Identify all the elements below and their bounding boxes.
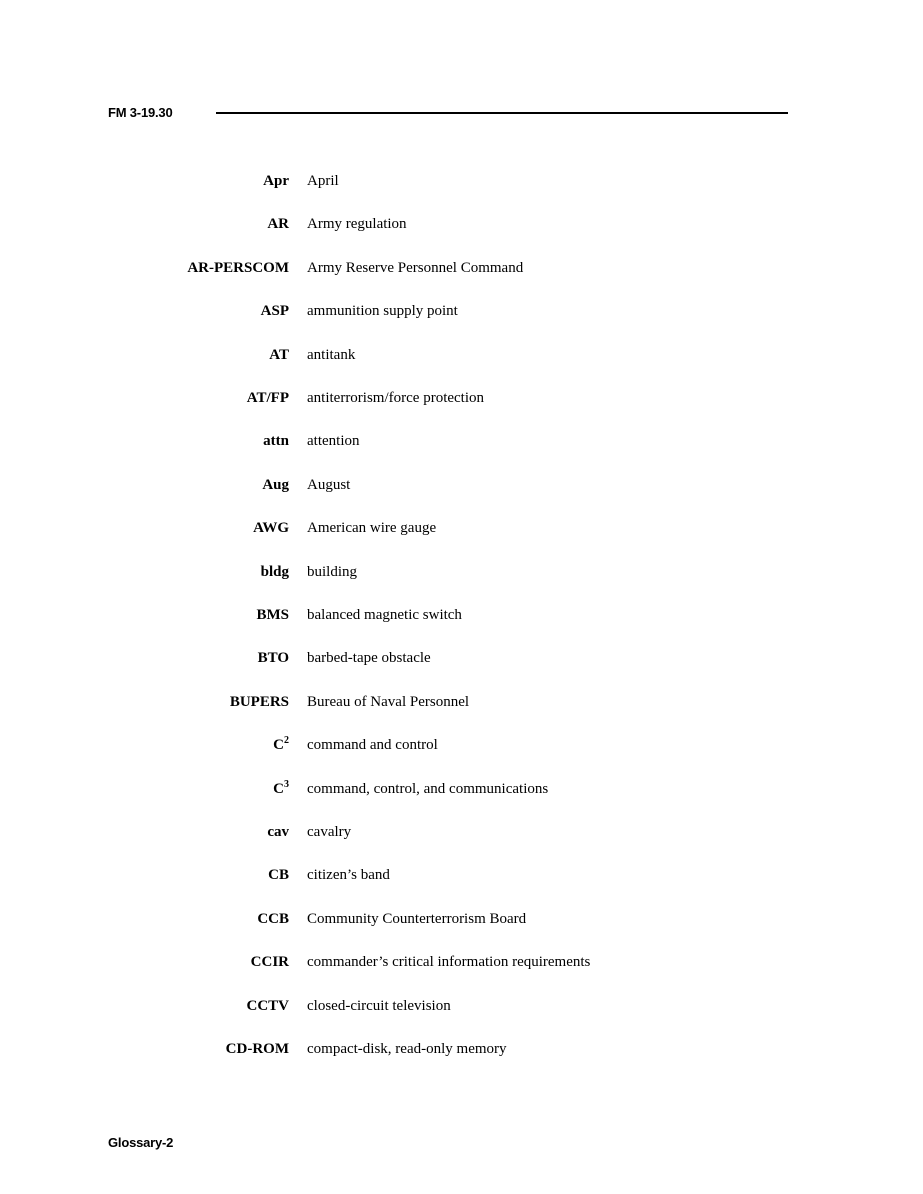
glossary-entry bbox=[0, 690, 923, 714]
glossary-entry bbox=[0, 429, 923, 453]
glossary-definition: Army regulation bbox=[307, 216, 407, 232]
glossary-definition: closed-circuit television bbox=[307, 998, 451, 1014]
glossary-term: BUPERS bbox=[229, 694, 289, 710]
glossary-term: AR-PERSCOM bbox=[187, 260, 289, 276]
glossary-entry bbox=[0, 516, 923, 540]
glossary-term: CD-ROM bbox=[225, 1041, 289, 1057]
glossary-definition: balanced magnetic switch bbox=[307, 607, 462, 623]
glossary-definition: command, control, and communications bbox=[307, 781, 549, 797]
glossary-definition: Army Reserve Personnel Command bbox=[307, 260, 524, 276]
glossary-definition: Bureau of Naval Personnel bbox=[307, 694, 470, 710]
glossary-definition: barbed-tape obstacle bbox=[307, 650, 431, 666]
glossary-term: ASP bbox=[260, 303, 289, 319]
glossary-entry bbox=[0, 386, 923, 410]
glossary-term: AR bbox=[267, 216, 289, 232]
glossary-definition: Community Counterterrorism Board bbox=[307, 911, 527, 927]
glossary-term: $C^2$ bbox=[273, 735, 289, 753]
glossary-entry bbox=[0, 212, 923, 236]
glossary-entry bbox=[0, 343, 923, 367]
glossary-definition: commander’s critical information requirements bbox=[307, 954, 591, 970]
page-number: Glossary-2 bbox=[108, 1135, 174, 1150]
manual-id: FM 3-19.30 bbox=[108, 105, 173, 120]
glossary-term: AT/FP bbox=[246, 390, 289, 406]
glossary-entry bbox=[0, 603, 923, 627]
glossary-term: CCB bbox=[257, 911, 289, 927]
glossary-definition: command and control bbox=[307, 737, 438, 753]
glossary-definition: American wire gauge bbox=[307, 520, 437, 536]
glossary-entry bbox=[0, 820, 923, 844]
glossary-definition: ammunition supply point bbox=[307, 303, 458, 319]
glossary-entry bbox=[0, 256, 923, 280]
glossary-entry bbox=[0, 646, 923, 670]
term-superscript: 2 bbox=[284, 735, 289, 746]
glossary-term: Aug bbox=[262, 477, 289, 493]
glossary-term: CB bbox=[268, 867, 289, 883]
glossary-definition: building bbox=[307, 564, 358, 580]
glossary-entry bbox=[0, 1037, 923, 1061]
glossary-definition: compact-disk, read-only memory bbox=[307, 1041, 507, 1057]
glossary-term: CCIR bbox=[250, 954, 289, 970]
glossary-term: Apr bbox=[263, 173, 289, 189]
glossary-term: cav bbox=[267, 824, 289, 840]
glossary-term: AWG bbox=[253, 520, 289, 536]
glossary-term: BMS bbox=[256, 607, 289, 623]
glossary-entry bbox=[0, 777, 923, 801]
glossary-definition: August bbox=[307, 477, 351, 493]
glossary-entry bbox=[0, 863, 923, 887]
glossary-definition: attention bbox=[307, 433, 360, 449]
glossary-definition: antitank bbox=[307, 347, 356, 363]
term-superscript: 3 bbox=[284, 779, 289, 790]
glossary-term: $C^3$ bbox=[273, 779, 289, 797]
glossary-entry bbox=[0, 994, 923, 1018]
glossary-definition: citizen’s band bbox=[307, 867, 390, 883]
glossary-term: attn bbox=[263, 433, 289, 449]
glossary-term: bldg bbox=[260, 564, 289, 580]
glossary-entry bbox=[0, 473, 923, 497]
glossary-entry bbox=[0, 733, 923, 757]
glossary-entry bbox=[0, 299, 923, 323]
header-rule bbox=[216, 112, 788, 114]
glossary-entry bbox=[0, 950, 923, 974]
glossary-entry bbox=[0, 907, 923, 931]
glossary-entry bbox=[0, 169, 923, 193]
glossary-term: CCTV bbox=[246, 998, 289, 1014]
glossary-definition: antiterrorism/force protection bbox=[307, 390, 485, 406]
glossary-term: AT bbox=[269, 347, 289, 363]
glossary-entry bbox=[0, 560, 923, 584]
glossary-term: BTO bbox=[257, 650, 289, 666]
glossary-definition: April bbox=[307, 173, 339, 189]
glossary-definition: cavalry bbox=[307, 824, 352, 840]
